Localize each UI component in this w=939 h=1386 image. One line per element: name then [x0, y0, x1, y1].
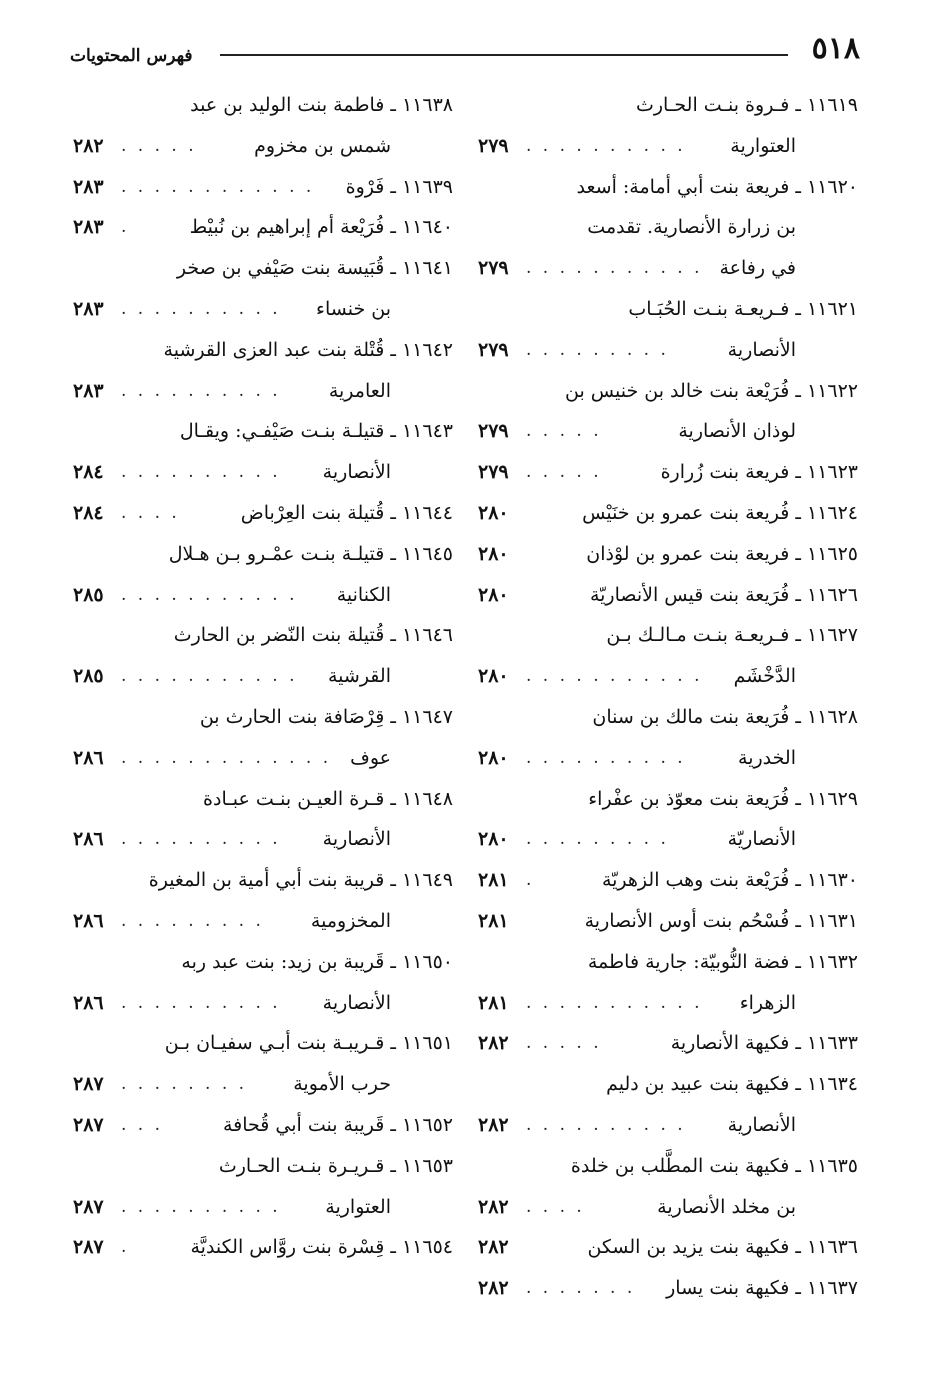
dot-leader: . . . .	[121, 502, 180, 523]
index-entry	[478, 1023, 858, 1064]
index-entry	[478, 860, 858, 901]
index-entry	[73, 85, 453, 126]
entry-page-number: ٢٨٢	[478, 1236, 509, 1259]
entry-text: عوف	[350, 746, 391, 769]
dot-leader: . . . . . . . . . . . . .	[121, 747, 332, 768]
entry-page-number: ٢٨٤	[73, 501, 104, 524]
index-entry	[478, 85, 858, 126]
dot-leader: . . . . . . . . .	[526, 339, 669, 360]
entry-text: ١١٦٥٢ ـ قَريبة بنت أبي قُحافة	[222, 1113, 453, 1136]
index-entry-continuation	[478, 207, 858, 248]
entry-text: ١١٦٥١ ـ قـريبـة بنت أبـي سفيـان بـن	[164, 1032, 453, 1055]
entry-page-number: ٢٨٦	[73, 828, 104, 851]
index-entry	[478, 534, 858, 575]
index-entry-continuation	[478, 1105, 858, 1146]
entry-page-number: ٢٨٢	[478, 1195, 509, 1218]
dot-leader: . . . . . . . . . . .	[121, 666, 298, 687]
dot-leader: . . .	[121, 1114, 164, 1135]
dot-leader: . . . . . . . . . . . .	[121, 176, 315, 197]
entry-text: ١١٦٢٥ ـ فريعة بنت عمرو بن لوْذان	[586, 542, 858, 565]
dot-leader: . . . . .	[121, 135, 197, 156]
entry-page-number: ٢٨٧	[73, 1195, 104, 1218]
entry-text: حرب الأموية	[293, 1073, 391, 1096]
index-entry-continuation	[73, 656, 453, 697]
index-entry	[478, 1227, 858, 1268]
index-entry-continuation	[478, 738, 858, 779]
entry-text: ١١٦٣٥ ـ فكيهة بنت المطَّلب بن خلدة	[570, 1154, 858, 1177]
index-entry-continuation	[478, 330, 858, 371]
entry-text: ١١٦٤٧ ـ قِرْصَافة بنت الحارث بن	[199, 705, 453, 728]
index-entry-continuation	[73, 126, 453, 167]
index-entry-continuation	[478, 983, 858, 1024]
dot-leader: . . . . . . . . . . .	[526, 992, 703, 1013]
entry-text: ١١٦٥٣ ـ قـريـرة بنـت الحـارث	[218, 1154, 453, 1177]
index-entry	[478, 697, 858, 738]
entry-page-number: ٢٨٧	[73, 1073, 104, 1096]
dot-leader: .	[121, 1237, 130, 1258]
entry-page-number: ٢٨١	[478, 909, 509, 932]
entry-page-number: ٢٨٦	[73, 746, 104, 769]
index-entry-continuation	[478, 411, 858, 452]
entry-page-number: ٢٨١	[478, 991, 509, 1014]
entry-page-number: ٢٨٣	[73, 379, 104, 402]
entry-text: الزهراء	[739, 991, 796, 1014]
entry-text: ١١٦٣٩ ـ فَرْوة	[345, 175, 453, 198]
index-entry	[73, 411, 453, 452]
dot-leader: . . . . . . . . . . .	[526, 258, 703, 279]
entry-text: ١١٦٤٥ ـ قتيلـة بنـت عمْـرو بـن هـلال	[168, 542, 453, 565]
index-entry	[73, 860, 453, 901]
entry-text: ١١٦٤٠ ـ فُرَيْعة أم إبراهيم بن نُبيْط	[189, 216, 453, 239]
index-entry-continuation	[478, 1187, 858, 1228]
entry-text: ١١٦٣٧ ـ فكيهة بنت يسار	[666, 1277, 858, 1300]
index-entry	[73, 207, 453, 248]
index-entry	[73, 167, 453, 208]
index-entry	[478, 942, 858, 983]
entry-text: ١١٦٤١ ـ قُبَيسة بنت صَيْفي بن صخر	[176, 257, 453, 280]
entry-text: بن مخلد الأنصارية	[657, 1195, 796, 1218]
entry-page-number: ٢٧٩	[478, 420, 509, 443]
dot-leader: . . . . .	[526, 1033, 602, 1054]
index-entry-continuation	[478, 656, 858, 697]
dot-leader: . . . . . . . . .	[121, 910, 264, 931]
entry-text: ١١٦٤٨ ـ قـرة العيـن بنـت عبـادة	[203, 787, 453, 810]
page-header	[70, 32, 860, 72]
dot-leader: . . . . . . . . . . .	[526, 666, 703, 687]
entry-text: ١١٦٣٦ ـ فكيهة بنت يزيد بن السكن	[587, 1236, 858, 1259]
entry-text: ١١٦٤٤ ـ قُتيلة بنت العِرْباض	[240, 501, 453, 524]
entry-text: الأنصارية	[322, 991, 391, 1014]
entry-text: الخدرية	[738, 746, 796, 769]
index-entry-continuation	[73, 371, 453, 412]
entry-page-number: ٢٨٢	[478, 1277, 509, 1300]
dot-leader: . . . . . . . . . .	[121, 462, 281, 483]
entry-text: ١١٦٣٤ ـ فكيهة بنت عبيد بن دليم	[606, 1073, 858, 1096]
entry-page-number: ٢٧٩	[478, 338, 509, 361]
index-entry	[73, 615, 453, 656]
index-entry	[73, 534, 453, 575]
dot-leader: . . . . . . . . . .	[526, 747, 686, 768]
entry-text: ١١٦٢١ ـ فـريعـة بنـت الحُبَـاب	[628, 297, 858, 320]
index-entry	[478, 575, 858, 616]
entry-page-number: ٢٨٢	[73, 134, 104, 157]
index-entry-continuation	[73, 575, 453, 616]
entry-text: العامرية	[328, 379, 391, 402]
index-column-left	[73, 85, 453, 1268]
entry-page-number: ٢٨٣	[73, 175, 104, 198]
index-entry-continuation	[73, 819, 453, 860]
page-number: ٥١٨	[811, 31, 860, 66]
index-entry	[73, 697, 453, 738]
running-title: فهرس المحتويات	[70, 46, 193, 66]
index-entry	[478, 493, 858, 534]
entry-text: القرشية	[327, 665, 391, 688]
index-entry	[478, 452, 858, 493]
index-entry-continuation	[73, 738, 453, 779]
entry-text: في رفاعة	[719, 257, 796, 280]
entry-page-number: ٢٨٠	[478, 542, 509, 565]
index-entry	[478, 289, 858, 330]
entry-text: الأنصاريّة	[727, 828, 796, 851]
entry-text: الكنانية	[336, 583, 391, 606]
dot-leader: . . . . . . . . . .	[121, 992, 281, 1013]
entry-page-number: ٢٨٦	[73, 991, 104, 1014]
dot-leader: . . . . . . . . . .	[121, 380, 281, 401]
entry-text: ١١٦٣٨ ـ فاطمة بنت الوليد بن عبد	[190, 94, 453, 116]
entry-text: ١١٦٣٠ ـ فُرَيْعة بنت وهب الزهريّة	[601, 869, 858, 892]
dot-leader: .	[121, 217, 130, 238]
entry-page-number: ٢٨٦	[73, 909, 104, 932]
entry-page-number: ٢٨٥	[73, 583, 104, 606]
entry-page-number: ٢٨٠	[478, 665, 509, 688]
index-entry	[478, 901, 858, 942]
entry-text: بن خنساء	[316, 297, 391, 320]
entry-page-number: ٢٨٢	[478, 1113, 509, 1136]
entry-text: ١١٦٣٢ ـ فضة النُّوبيّة: جارية فاطمة	[587, 950, 858, 973]
entry-text: الدَّخْشَم	[733, 665, 796, 688]
index-entry	[73, 779, 453, 820]
index-entry	[478, 779, 858, 820]
entry-page-number: ٢٨٧	[73, 1236, 104, 1259]
dot-leader: . . . . . . . .	[121, 1074, 248, 1095]
index-entry	[478, 167, 858, 208]
dot-leader: . . . . . . . . . .	[121, 829, 281, 850]
index-entry-continuation	[478, 126, 858, 167]
entry-text: ١١٦٢٧ ـ فـريعـة بنـت مـالـك بـن	[606, 624, 858, 647]
entry-text: شمس بن مخزوم	[254, 134, 391, 157]
dot-leader: . . . . . . . . . .	[121, 298, 281, 319]
entry-page-number: ٢٨٠	[478, 501, 509, 524]
index-entry	[478, 615, 858, 656]
dot-leader: . . . . .	[526, 462, 602, 483]
entry-page-number: ٢٨٤	[73, 461, 104, 484]
index-column-right	[478, 85, 858, 1309]
entry-text: العتوارية	[325, 1195, 391, 1218]
dot-leader: . . . . . . . . . .	[526, 135, 686, 156]
index-entry	[73, 942, 453, 983]
index-entry-continuation	[73, 289, 453, 330]
entry-text: بن زرارة الأنصارية. تقدمت	[587, 216, 796, 239]
index-entry	[73, 1227, 453, 1268]
entry-text: الأنصارية	[322, 828, 391, 851]
dot-leader: . . . .	[526, 1196, 585, 1217]
entry-text: ١١٦٥٠ ـ قَريبة بن زيد: بنت عبد ربه	[181, 950, 453, 973]
entry-page-number: ٢٨٠	[478, 583, 509, 606]
index-entry-continuation	[73, 983, 453, 1024]
entry-text: ١١٦١٩ ـ فـروة بنـت الحـارث	[635, 94, 858, 116]
entry-text: ١١٦٢٦ ـ فُرَيعة بنت قيس الأنصاريّة	[589, 583, 858, 606]
index-entry-continuation	[478, 819, 858, 860]
index-entry	[73, 1146, 453, 1187]
dot-leader: . . . . . . . . . .	[121, 1196, 281, 1217]
entry-text: ١١٦٣٣ ـ فكيهة الأنصارية	[670, 1032, 858, 1055]
entry-text: ١١٦٢٠ ـ فريعة بنت أبي أمامة: أسعد	[576, 175, 858, 198]
dot-leader: .	[526, 870, 535, 891]
dot-leader: . . . . . . . . . . .	[121, 584, 298, 605]
dot-leader: . . . . . . . . .	[526, 829, 669, 850]
dot-leader: . . . . .	[526, 421, 602, 442]
entry-text: ١١٦٤٢ ـ قُتْلة بنت عبد العزى القرشية	[163, 338, 453, 361]
index-entry	[73, 330, 453, 371]
entry-page-number: ٢٨٣	[73, 216, 104, 239]
index-entry	[478, 371, 858, 412]
index-entry	[73, 248, 453, 289]
entry-text: ١١٦٢٩ ـ فُرَيعة بنت معوّذ بن عفْراء	[588, 787, 858, 810]
entry-page-number: ٢٨٠	[478, 746, 509, 769]
index-entry	[73, 1105, 453, 1146]
entry-text: ١١٦٢٤ ـ فُريعة بنت عمرو بن خنَيْس	[582, 501, 858, 524]
index-entry	[73, 1023, 453, 1064]
entry-text: المخزومية	[310, 909, 391, 932]
entry-page-number: ٢٨٣	[73, 297, 104, 320]
entry-text: ١١٦٤٩ ـ قريبة بنت أبي أمية بن المغيرة	[148, 869, 453, 892]
entry-text: الأنصارية	[727, 338, 796, 361]
entry-text: ١١٦٢٢ ـ فُرَيْعة بنت خالد بن خنيس بن	[565, 379, 858, 402]
index-entry-continuation	[73, 452, 453, 493]
entry-text: ١١٦٤٦ ـ قُتيلة بنت النّضر بن الحارث	[173, 624, 453, 647]
entry-text: لوذان الأنصارية	[678, 420, 796, 443]
entry-text: ١١٦٥٤ ـ قِسْرة بنت روَّاس الكنديَّة	[190, 1236, 453, 1259]
index-entry	[478, 1146, 858, 1187]
entry-text: ١١٦٢٣ ـ فريعة بنت زُرارة	[660, 461, 858, 484]
header-rule	[220, 54, 788, 56]
index-entry-continuation	[73, 1187, 453, 1228]
entry-page-number: ٢٨١	[478, 869, 509, 892]
entry-text: ١١٦٣١ ـ فُسْحُم بنت أوس الأنصارية	[584, 909, 858, 932]
dot-leader: . . . . . . . . . .	[526, 1114, 686, 1135]
entry-page-number: ٢٧٩	[478, 461, 509, 484]
dot-leader: . . . . . . .	[526, 1278, 636, 1299]
index-entry-continuation	[73, 1064, 453, 1105]
entry-text: ١١٦٤٣ ـ قتيلـة بنـت صَيْفـي: ويقـال	[179, 420, 453, 443]
index-entry	[478, 1064, 858, 1105]
entry-text: ١١٦٢٨ ـ فُرَيعة بنت مالك بن سنان	[592, 705, 858, 728]
entry-page-number: ٢٨٧	[73, 1113, 104, 1136]
index-entry	[478, 1268, 858, 1309]
index-entry	[73, 493, 453, 534]
entry-text: الأنصارية	[727, 1113, 796, 1136]
entry-text: الأنصارية	[322, 461, 391, 484]
entry-page-number: ٢٨٥	[73, 665, 104, 688]
entry-page-number: ٢٧٩	[478, 134, 509, 157]
entry-page-number: ٢٧٩	[478, 257, 509, 280]
entry-page-number: ٢٨٢	[478, 1032, 509, 1055]
entry-page-number: ٢٨٠	[478, 828, 509, 851]
index-entry-continuation	[73, 901, 453, 942]
entry-text: العتوارية	[730, 134, 796, 157]
index-entry-continuation	[478, 248, 858, 289]
